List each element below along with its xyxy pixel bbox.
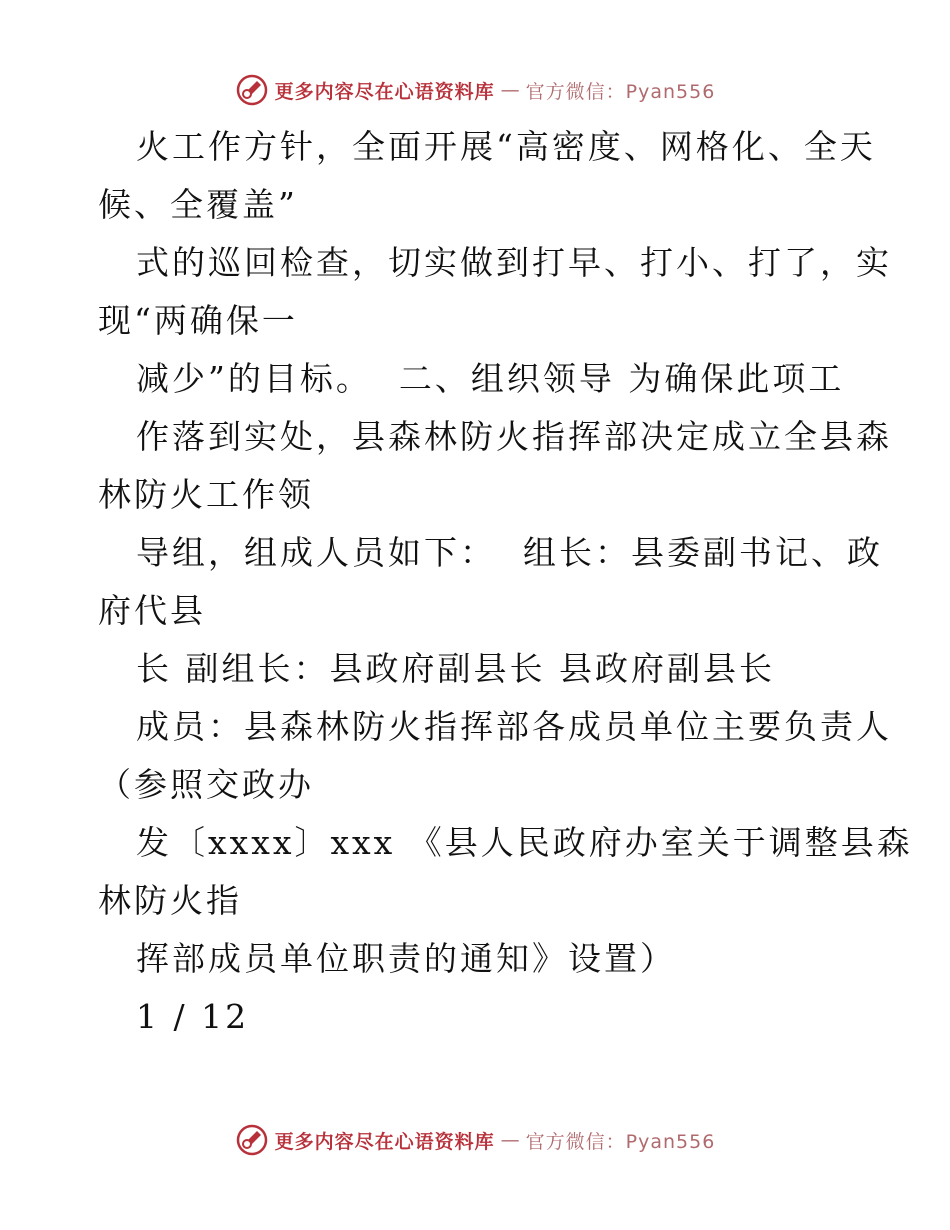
- watermark-separator: —: [500, 1129, 520, 1151]
- text-line: 式的巡回检查，切实做到打早、打小、打了，实: [136, 243, 892, 282]
- watermark-brand-text: 更多内容尽在心语资料库: [274, 80, 495, 103]
- text-line: 成员：县森林防火指挥部各成员单位主要负责人: [136, 707, 892, 746]
- text-line: 府代县: [98, 591, 206, 630]
- watermark-contact-text: 官方微信：Pyan556: [525, 1130, 716, 1153]
- watermark-separator: —: [500, 79, 520, 101]
- text-line: 林防火工作领: [98, 475, 314, 514]
- document-body: [98, 118, 913, 1046]
- text-line: 林防火指: [98, 881, 242, 920]
- text-line: 发〔xxxx〕xxx 《县人民政府办室关于调整县森: [136, 823, 913, 862]
- watermark-brand-text: 更多内容尽在心语资料库: [274, 1130, 495, 1153]
- watermark-contact-text: 官方微信：Pyan556: [525, 80, 716, 103]
- brand-logo-icon: [235, 1123, 269, 1157]
- header-watermark: [0, 70, 950, 110]
- text-line: 减少”的目标。 二、组织领导 为确保此项工: [136, 359, 845, 398]
- text-line: 长 副组长：县政府副县长 县政府副县长: [136, 649, 775, 688]
- page-number: 1 / 12: [136, 997, 250, 1036]
- text-line: 火工作方针，全面开展“高密度、网格化、全天: [136, 127, 876, 166]
- text-line: 候、全覆盖”: [98, 185, 298, 224]
- brand-logo-icon: [235, 73, 269, 107]
- text-line: 挥部成员单位职责的通知》设置）: [136, 939, 676, 978]
- text-line: 现“两确保一: [98, 301, 298, 340]
- text-line: 作落到实处，县森林防火指挥部决定成立全县森: [136, 417, 892, 456]
- text-line: （参照交政办: [98, 765, 314, 804]
- footer-watermark: [0, 1120, 950, 1160]
- text-line: 导组，组成人员如下： 组长：县委副书记、政: [136, 533, 883, 572]
